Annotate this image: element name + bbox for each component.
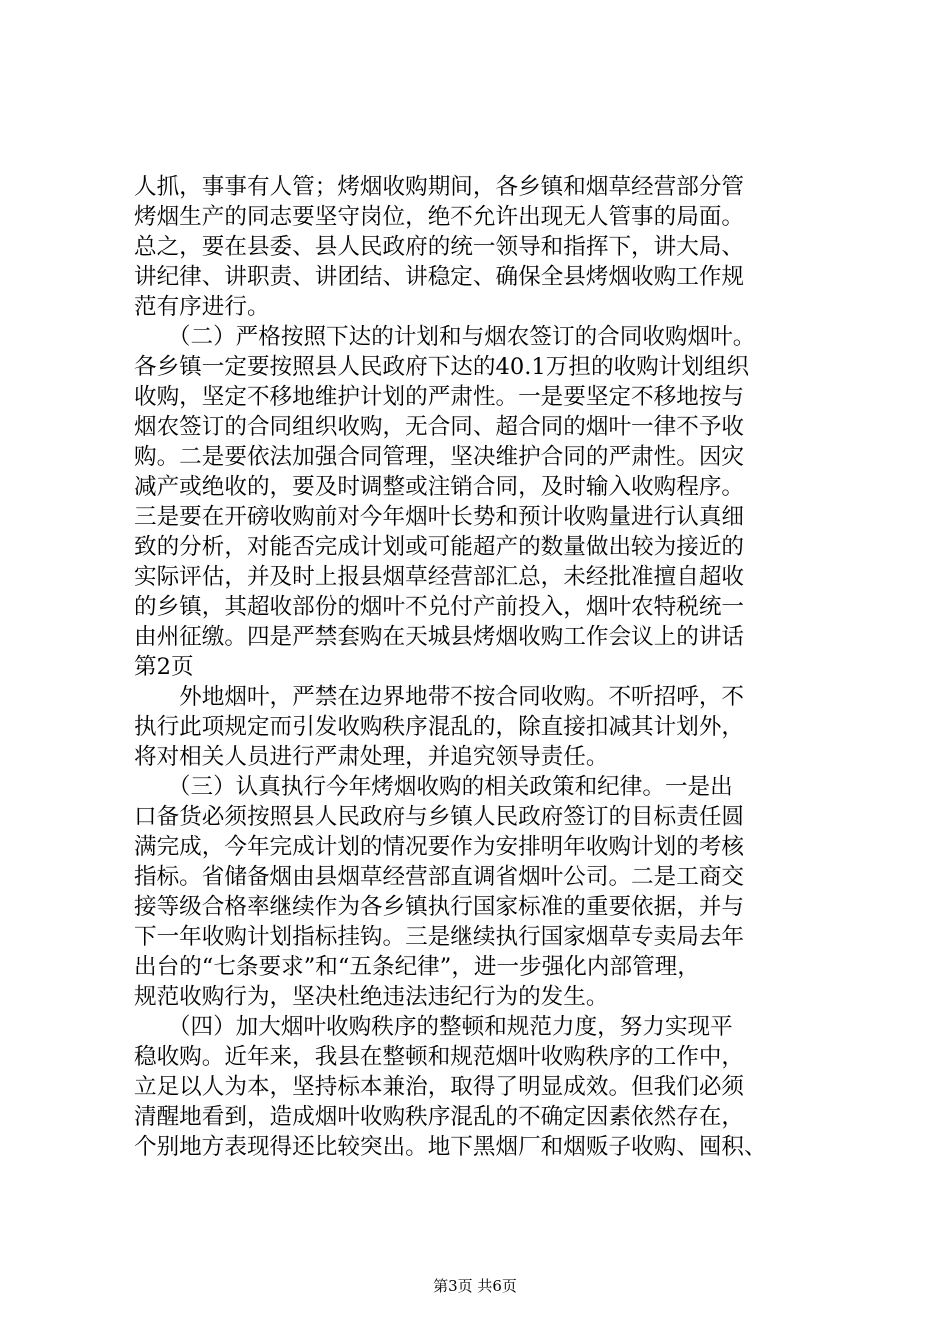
text-line: 由州征缴。四是严禁套购在天城县烤烟收购工作会议上的讲话 [134, 624, 745, 650]
text-line: 清醒地看到，造成烟叶收购秩序混乱的不确定因素依然存在， [134, 1104, 745, 1130]
text-line: 收购，坚定不移地维护计划的严肃性。一是要坚定不移地按与 [134, 384, 745, 410]
text-line: （二）严格按照下达的计划和与烟农签订的合同收购烟叶。 [134, 324, 756, 350]
text-line: 三是要在开磅收购前对今年烟叶长势和预计收购量进行认真细 [134, 504, 745, 530]
text-line: 出台的“七条要求”和“五条纪律”，进一步强化内部管理， [134, 954, 700, 980]
text-line: 各乡镇一定要按照县人民政府下达的40.1万担的收购计划组织 [134, 354, 750, 380]
text-line: （三）认真执行今年烤烟收购的相关政策和纪律。一是出 [134, 774, 733, 800]
text-line: 下一年收购计划指标挂钩。三是继续执行国家烟草专卖局去年 [134, 924, 745, 950]
text-line: 立足以人为本，坚持标本兼治，取得了明显成效。但我们必须 [134, 1074, 745, 1100]
text-line: 规范收购行为，坚决杜绝违法违纪行为的发生。 [134, 984, 609, 1010]
text-line: 满完成，今年完成计划的情况要作为安排明年收购计划的考核 [134, 834, 745, 860]
text-line: 烤烟生产的同志要坚守岗位，绝不允许出现无人管事的局面。 [134, 204, 745, 230]
text-line: 第2页 [134, 654, 194, 680]
text-line: 将对相关人员进行严肃处理，并追究领导责任。 [134, 744, 609, 770]
text-line: （四）加大烟叶收购秩序的整顿和规范力度，努力实现平 [134, 1014, 733, 1040]
text-line: 人抓，事事有人管；烤烟收购期间，各乡镇和烟草经营部分管 [134, 174, 745, 200]
text-line: 致的分析，对能否完成计划或可能超产的数量做出较为接近的 [134, 534, 745, 560]
text-line: 范有序进行。 [134, 294, 270, 320]
text-line: 讲纪律、讲职责、讲团结、讲稳定、确保全县烤烟收购工作规 [134, 264, 745, 290]
text-line: 的乡镇，其超收部份的烟叶不兑付产前投入，烟叶农特税统一 [134, 594, 745, 620]
page-footer: 第3页 共6页 [433, 1277, 517, 1295]
text-line: 实际评估，并及时上报县烟草经营部汇总，未经批准擅自超收 [134, 564, 745, 590]
document-body [134, 172, 834, 1162]
text-line: 指标。省储备烟由县烟草经营部直调省烟叶公司。二是工商交 [134, 864, 745, 890]
text-line: 烟农签订的合同组织收购，无合同、超合同的烟叶一律不予收 [134, 414, 745, 440]
text-line: 总之，要在县委、县人民政府的统一领导和指挥下，讲大局、 [134, 234, 745, 260]
text-line: 外地烟叶，严禁在边界地带不按合同收购。不听招呼，不 [134, 684, 745, 710]
text-line: 口备货必须按照县人民政府与乡镇人民政府签订的目标责任圆 [134, 804, 745, 830]
text-line: 稳收购。近年来，我县在整顿和规范烟叶收购秩序的工作中， [134, 1044, 745, 1070]
text-line: 个别地方表现得还比较突出。地下黑烟厂和烟贩子收购、囤积、 [134, 1134, 767, 1160]
text-line: 接等级合格率继续作为各乡镇执行国家标准的重要依据，并与 [134, 894, 745, 920]
text-line: 执行此项规定而引发收购秩序混乱的，除直接扣减其计划外， [134, 714, 745, 740]
text-line: 购。二是要依法加强合同管理，坚决维护合同的严肃性。因灾 [134, 444, 745, 470]
text-line: 减产或绝收的，要及时调整或注销合同，及时输入收购程序。 [134, 474, 745, 500]
